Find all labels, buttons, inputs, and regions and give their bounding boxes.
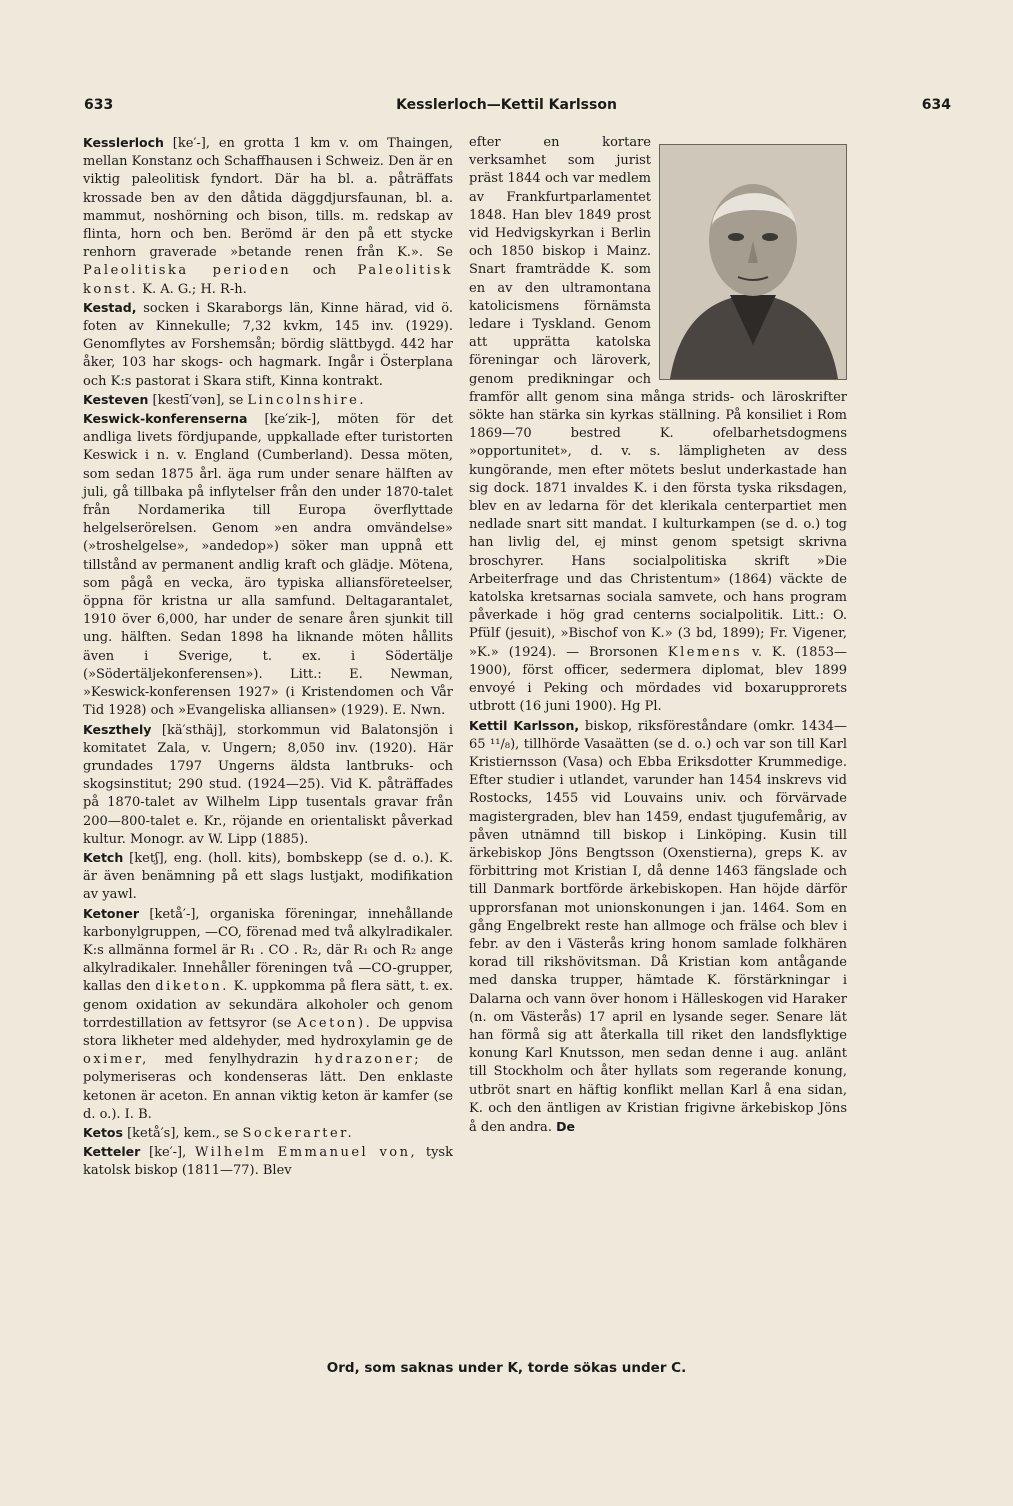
headword: Keswick-konferenserna	[83, 411, 248, 427]
page-number-left: 633	[84, 97, 114, 113]
entry-ketos: Ketos [ketå′s], kem., se Sockerarter.	[83, 1124, 355, 1141]
running-title: Kesslerloch—Kettil Karlsson	[396, 97, 617, 113]
portrait-illustration	[660, 145, 846, 379]
entry-kestad: Kestad, socken i Skaraborgs län, Kinne härad, vid ö. foten av Kinnekulle; 7,32 kvkm, 145 inv. (1929). Genomflytes av Forshemsån; bördig slättbygd. 442 har åker, 103 har skogs- och hagmark. Ingår i Österplana och K:s pastorat i Skara stift, Kinna kontrakt.	[83, 299, 453, 389]
headword: Kestad,	[83, 299, 137, 315]
page-footer-note: Ord, som saknas under K, torde sökas under C.	[326, 1360, 687, 1376]
cross-reference: hydrazoner;	[314, 1052, 422, 1068]
entry-kesslerloch: Kesslerloch [ke′-], en grotta 1 km v. om Thaingen, mellan Konstanz och Schaffhausen i Schweiz. Den är en viktig paleolitisk fyndort. Där ha bl. a. påträffats krossade ben av den dåtida däggdjursfaunan, bl. a. mammut, noshörning och bison, tills. m. redskap av flinta, horn och ben. Berömd är den på ett stycke renhorn graverade »betande renen från K.». Se Paleolitiska perioden och Paleolitisk konst. K. A. G.; H. R-h.	[83, 135, 454, 297]
cross-reference: Lincolnshire.	[247, 392, 366, 408]
headword: Ketteler	[83, 1144, 141, 1160]
entry-ketteler-continued: efter en kortare verksamhet som jurist präst 1844 och var medlem av Frankfurtparlamentet 1848. Han blev 1849 prost vid Hedvigskyrkan i Berlin och 1850 biskop i Mainz. Snart framträdde K. som en av den ultramontana katolicismens förnämsta ledare i Tyskland. Genom att upprätta katolska föreningar och läroverk, genom predikningar och framför allt genom sina många strids- och läroskrifter sökte han stärka sin kyrkas ställning. På konsiliet i Rom 1869—70 bestred K. ofelbarhetsdogmens »opportunitet», d. v. s. lämpligheten av dess kungörande, men efter mötets beslut underkastade han sig dock. 1871 invaldes K. i den första tyska riksdagen, blev en av ledarna för det klerikala centerpartiet men nedlade snart sitt mandat. I kulturkampen (se d. o.) tog han livlig del, ej minst genom spetsigt skrivna broschyrer. Hans socialpolitiska skrift »Die Arbeiterfrage und das Christentum» (1864) väckte de katolska kretsarnas sociala samvete, och hans program påverkade i hög grad centerns socialpolitik. Litt.: O. Pfülf (jesuit), »Bischof von K.» (3 bd, 1899); Fr. Vigener, »K.» (1924). — Brorsonen Klemens v. K. (1853—1900), först officer, sedermera diplomat, blev 1899 envoyé i Peking och mördades vid boxarupprorets utbrott (16 juni 1900). Hg Pl.	[469, 135, 847, 715]
cross-reference: Aceton).	[297, 1015, 373, 1031]
entry-keszthely: Keszthely [kä′sthäj], storkommun vid Balatonsjön i komitatet Zala, v. Ungern; 8,050 inv. (1920). Här grundades 1797 Ungerns äldsta lantbruks- och skogsinstitut; 290 stud. (1924—25). Vid K. påträffades på 1870-talet av Wilhelm Lipp tusentals gravar från 200—800-talet e. Kr., röjande en orientaliskt påverkad kultur. Monogr. av W. Lipp (1885).	[83, 721, 453, 847]
entry-ketteler: Ketteler [ke′-], Wilhelm Emmanuel von, tysk katolsk biskop (1811—77). Blev	[83, 1144, 453, 1179]
cross-reference: oximer,	[83, 1052, 149, 1068]
page-header	[0, 97, 1013, 119]
entry-kesteven: Kesteven [kestī′vən], se Lincolnshire.	[83, 391, 366, 408]
headword: Kesteven	[83, 391, 149, 407]
headword: Kettil Karlsson,	[469, 717, 580, 733]
page-number-right: 634	[921, 97, 951, 113]
cross-reference: diketon.	[155, 979, 229, 995]
headword: Ketoner	[83, 905, 140, 921]
author-signature: E. Nwn.	[392, 703, 446, 719]
headword: Keszthely	[83, 721, 152, 737]
right-column	[469, 134, 847, 1137]
cross-reference: Paleolitiska perioden	[83, 263, 292, 279]
entry-kettil-karlsson: Kettil Karlsson, biskop, riksföreståndare (omkr. 1434—65 ¹¹/₈), tillhörde Vasaätten (se d. o.) och var son till Karl Kristiernsson (Vasa) och Ebba Eriksdotter Krummedige. Efter studier i utlandet, varunder han 1454 inskrevs vid Rostocks, 1455 vid Louvains univ. och förvärvade magistergraden, blev han 1459, endast tjugufemårig, av påven utnämnd till biskop i Linköping. Kusin till ärkebiskop Jöns Bengtsson (Oxenstierna), greps K. av förbittring mot Kristian I, då denne 1463 fängslade och till Danmark bortförde ärkebiskopen. Han höjde därför upprorsfanan mot unionskonungen i jan. 1464. Som en gång Engelbrekt reste han allmoge och frälse och blev i febr. av den i Västerås kring honom samlade folkhären korad till rikshövitsman. Då Kristian kom antågande med danska trupper, hämtade K. förstärkningar i Dalarna och vann över honom i Hälleskogen vid Haraker (n. om Västerås) 17 april en lysande seger. Senare lät han förmå sig att återkalla till riket den landsflyktige konung Karl Knutsson, men sedan denne i aug. anlänt till Stockholm och åter hyllats som regerande konung, utbröt snart en häftig konflikt mellan Karl å ena sidan, K. och den äntligen av Kristian frigivne ärkebiskop Jöns å den andra. De	[469, 717, 847, 1135]
headword: Ketch	[83, 849, 124, 865]
entry-ketch: Ketch [ketʃ], eng. (holl. kits), bombskepp (se d. o.). K. är även benämning på ett slags lustjakt, modifikation av yawl.	[83, 849, 453, 903]
author-signature: Hg Pl.	[620, 699, 662, 715]
entry-keswick: Keswick-konferenserna [ke′zik-], möten för det andliga livets fördjupande, uppkallade efter turistorten Keswick i n. v. England (Cumberland). Dessa möten, som sedan 1875 årl. äga rum under senare hälften av juli, gå tillbaka på inflytelser från den under 1870-talet från Nordamerika till Europa överflyttade helgelserörelsen. Genom »en andra omvändelse» (»troshelgelse», »andedop») söker man uppnå ett tillstånd av permanent andlig kraft och glädje. Mötena, som pågå en vecka, äro typiska alliansföreteelser, öppna för kristna ur alla samfund. Deltagarantalet, 1910 över 6,000, har under de senare åren sjunkit till ung. hälften. Sedan 1898 ha liknande möten hållits även i Sverige, t. ex. i Södertälje (»Södertäljekonferensen»). Litt.: E. Newman, »Keswick-konferensen 1927» (i Kristendomen och Vår Tid 1928) och »Evangeliska alliansen» (1929). E. Nwn.	[83, 411, 454, 719]
entry-ketoner: Ketoner [ketå′-], organiska föreningar, innehållande karbonylgruppen, —CO, förenad med två alkylradikaler. K:s allmänna formel är R₁ . CO . R₂, där R₁ och R₂ ange alkylradikaler. Innehåller föreningen två —CO-grupper, kallas den diketon. K. uppkomma på flera sätt, t. ex. genom oxidation av sekundära alkoholer och genom torrdestillation av fettsyror (se Aceton). De uppvisa stora likheter med aldehyder, med hydroxylamin ge de oximer, med fenylhydrazin hydrazoner; de polymeriseras och kondenseras lätt. Den enklaste ketonen är aceton. En annan viktig keton är kamfer (se d. o.). I. B.	[83, 905, 453, 1122]
headword: Ketos	[83, 1124, 123, 1140]
cross-reference: Sockerarter.	[242, 1125, 355, 1141]
author-signature: K. A. G.; H. R-h.	[142, 281, 247, 297]
left-column	[83, 134, 453, 1181]
headword: Kesslerloch	[83, 135, 164, 150]
cross-reference: Paleolitisk konst.	[83, 263, 454, 297]
person-name: Klemens	[667, 644, 743, 660]
portrait-image	[659, 144, 847, 380]
person-name: Wilhelm Emmanuel von,	[194, 1145, 418, 1161]
author-signature: I. B.	[124, 1106, 152, 1122]
